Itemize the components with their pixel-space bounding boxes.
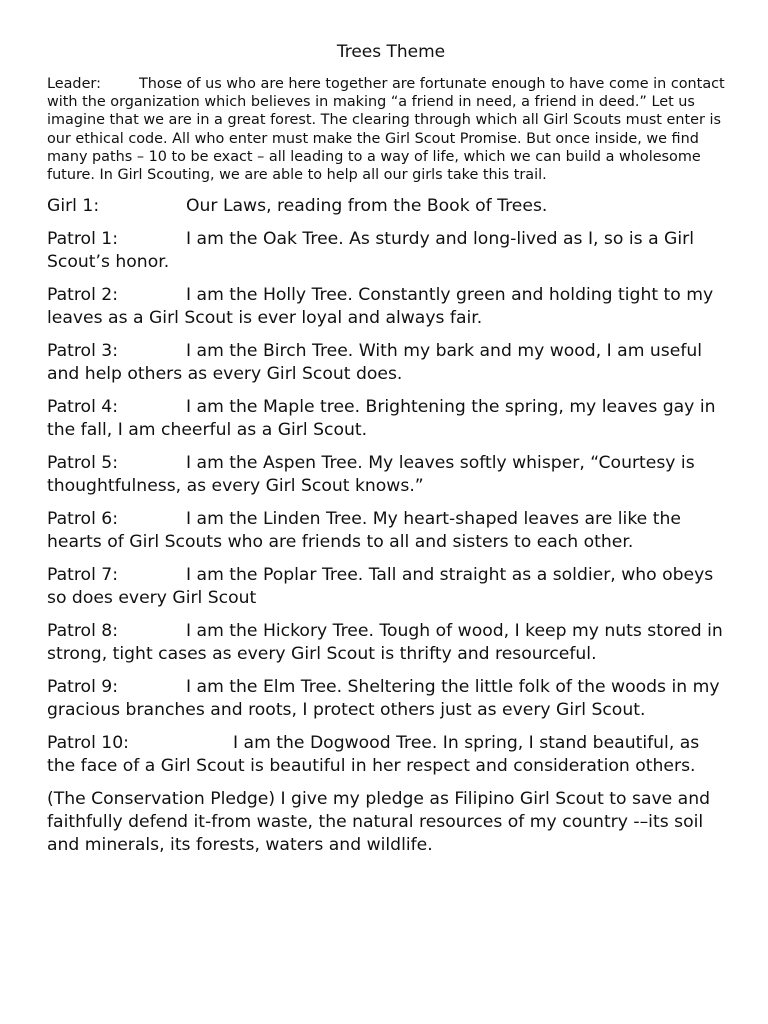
leader-paragraph xyxy=(47,75,727,184)
speaker-label: Patrol 10: xyxy=(47,733,129,754)
script-line-patrol-5 xyxy=(47,452,727,498)
leader-text: Those of us who are here together are fortunate enough to have come in contact with the organization which believes in making “a friend in need, a friend in deed.” Let us imagine that we are in a great forest. The clearing through which all Girl Scouts must enter is our ethical code. All who enter must make the Girl Scout Promise. But once inside, we find many paths – 10 to be exact – all leading to a way of life, which we can build a wholesome future. In Girl Scouting, we are able to help all our girls take this trail. xyxy=(47,76,725,184)
line-text: I am the Birch Tree. With my bark and my wood, I am useful and help others as every Girl Scout does. xyxy=(47,341,703,385)
script-line-patrol-3 xyxy=(47,340,727,386)
speaker-label: Patrol 3: xyxy=(47,341,119,362)
script-line-patrol-10 xyxy=(47,732,727,778)
speaker-label: Patrol 2: xyxy=(47,285,119,306)
speaker-label: Patrol 9: xyxy=(47,677,119,698)
line-text: I am the Poplar Tree. Tall and straight as a soldier, who obeys so does every Girl Scout xyxy=(47,565,714,609)
speaker-label: Patrol 1: xyxy=(47,229,119,250)
document-title: Trees Theme xyxy=(336,42,446,62)
script-line-girl-1 xyxy=(47,195,727,218)
line-text: Our Laws, reading from the Book of Trees. xyxy=(186,196,548,217)
speaker-label: Girl 1: xyxy=(47,196,100,217)
document-page xyxy=(47,40,727,867)
script-line-patrol-4 xyxy=(47,396,727,442)
line-text: I am the Linden Tree. My heart-shaped leaves are like the hearts of Girl Scouts who are friends to all and sisters to each other. xyxy=(47,509,681,553)
script-line-patrol-9 xyxy=(47,676,727,722)
script-line-patrol-8 xyxy=(47,620,727,666)
line-text: I am the Maple tree. Brightening the spring, my leaves gay in the fall, I am cheerful as a Girl Scout. xyxy=(47,397,716,441)
script-line-patrol-7 xyxy=(47,564,727,610)
line-text: I am the Dogwood Tree. In spring, I stand beautiful, as the face of a Girl Scout is beautiful in her respect and consideration others. xyxy=(47,733,700,777)
script-line-patrol-2 xyxy=(47,284,727,330)
speaker-label: Patrol 7: xyxy=(47,565,119,586)
line-text: I am the Elm Tree. Sheltering the little folk of the woods in my gracious branches and roots, I protect others just as every Girl Scout. xyxy=(47,677,720,721)
speaker-label: Patrol 4: xyxy=(47,397,119,418)
line-text: I am the Oak Tree. As sturdy and long-lived as I, so is a Girl Scout’s honor. xyxy=(47,229,694,273)
speaker-label: Leader: xyxy=(47,76,101,92)
speaker-label: Patrol 5: xyxy=(47,453,119,474)
line-text: I am the Aspen Tree. My leaves softly whisper, “Courtesy is thoughtfulness, as every Girl Scout knows.” xyxy=(47,453,695,497)
script-line-patrol-6 xyxy=(47,508,727,554)
line-text: I am the Hickory Tree. Tough of wood, I keep my nuts stored in strong, tight cases as every Girl Scout is thrifty and resourceful. xyxy=(47,621,723,665)
speaker-label: Patrol 6: xyxy=(47,509,119,530)
line-text: I am the Holly Tree. Constantly green and holding tight to my leaves as a Girl Scout is ever loyal and always fair. xyxy=(47,285,714,329)
conservation-pledge: (The Conservation Pledge) I give my pledge as Filipino Girl Scout to save and faithfully defend it-from waste, the natural resources of my country -–its soil and minerals, its forests, waters and wildlife. xyxy=(47,789,711,856)
script-line-patrol-1 xyxy=(47,228,727,274)
speaker-label: Patrol 8: xyxy=(47,621,119,642)
